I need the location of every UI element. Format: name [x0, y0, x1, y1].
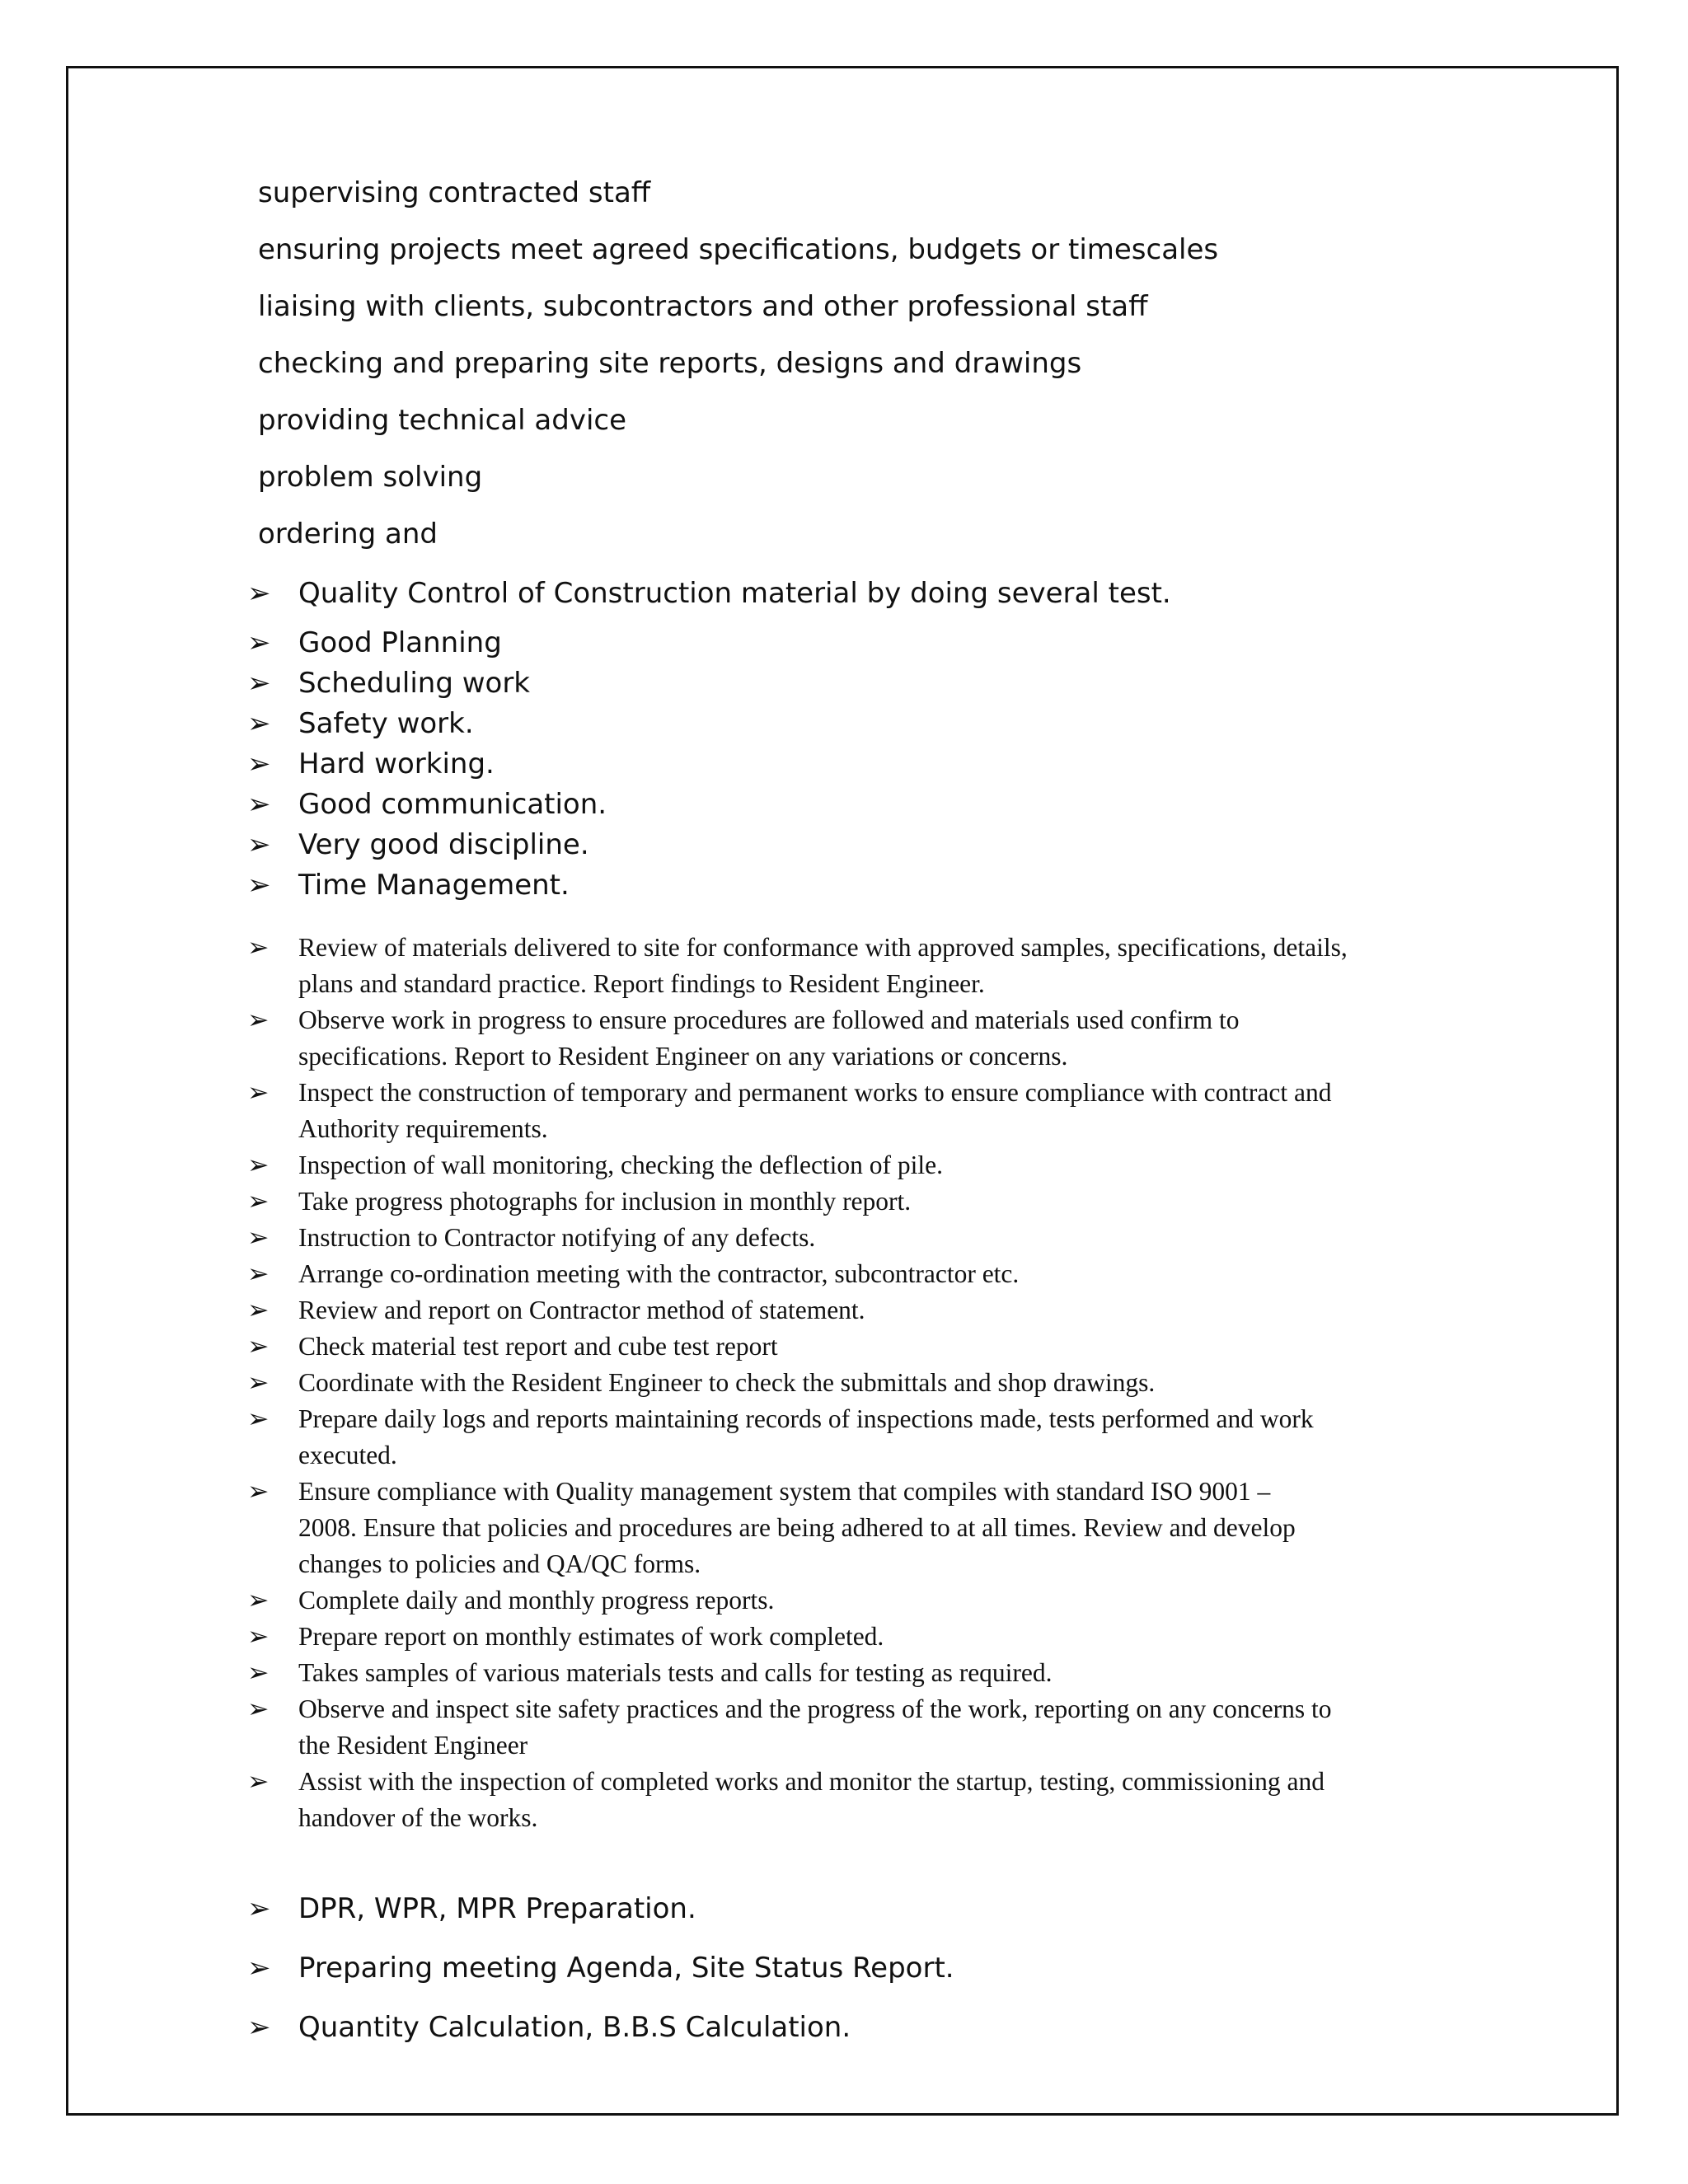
- list-item: [247, 1002, 1348, 1075]
- list-item-text: Quality Control of Construction material by doing several test.: [298, 577, 1171, 610]
- list-item: [247, 2004, 954, 2064]
- list-item: supervising contracted staff: [258, 176, 651, 209]
- list-item: [247, 1764, 1348, 1836]
- arrow-bullet-icon: ➢: [247, 1296, 270, 1324]
- arrow-bullet-icon: ➢: [247, 626, 271, 659]
- arrow-bullet-icon: ➢: [247, 1223, 270, 1252]
- list-item: [247, 1220, 1348, 1256]
- list-item: [247, 1147, 1348, 1183]
- list-item-text: DPR, WPR, MPR Preparation.: [298, 1892, 696, 1925]
- list-item: [247, 1474, 1348, 1582]
- list-item-text: Time Management.: [298, 869, 570, 902]
- list-item: [247, 569, 1171, 626]
- responsibilities-list: [258, 170, 1218, 568]
- arrow-bullet-icon: ➢: [247, 577, 271, 610]
- list-item-text: Ensure compliance with Quality management system that compiles with standard ISO 9001 – 2008. Ensure that policies and procedures are being adhered to at all times. Review and develop changes to policies and QA/QC forms.: [298, 1477, 1296, 1578]
- skills-list: [247, 623, 607, 906]
- list-item: [247, 1582, 1348, 1619]
- list-item: ordering and: [258, 518, 438, 551]
- list-item-text: Instruction to Contractor notifying of any defects.: [298, 1223, 816, 1252]
- list-item: [247, 1183, 1348, 1220]
- list-item: [247, 1256, 1348, 1292]
- list-item-text: Take progress photographs for inclusion in monthly report.: [298, 1187, 912, 1216]
- arrow-bullet-icon: ➢: [247, 1952, 271, 1985]
- arrow-bullet-icon: ➢: [247, 1622, 270, 1651]
- arrow-bullet-icon: ➢: [247, 933, 270, 962]
- arrow-bullet-icon: ➢: [247, 707, 271, 740]
- list-item-text: Observe work in progress to ensure procedures are followed and materials used confirm to specifications. Report to Resident Engineer on any variations or concerns.: [298, 1005, 1240, 1071]
- list-item-text: Takes samples of various materials tests and calls for testing as required.: [298, 1658, 1053, 1687]
- arrow-bullet-icon: ➢: [247, 1332, 270, 1361]
- arrow-bullet-icon: ➢: [247, 1151, 270, 1179]
- list-item: [247, 1619, 1348, 1655]
- list-item: [247, 1691, 1348, 1764]
- list-item: [247, 1329, 1348, 1365]
- arrow-bullet-icon: ➢: [247, 869, 271, 902]
- arrow-bullet-icon: ➢: [247, 1586, 270, 1615]
- list-item-text: Check material test report and cube test report: [298, 1332, 778, 1361]
- list-item-text: Very good discipline.: [298, 828, 589, 861]
- list-item: providing technical advice: [258, 404, 627, 437]
- list-item: checking and preparing site reports, designs and drawings: [258, 347, 1082, 380]
- list-item: [247, 1075, 1348, 1147]
- list-item: [247, 1401, 1348, 1474]
- list-item-text: Prepare report on monthly estimates of work completed.: [298, 1622, 884, 1651]
- list-item: [247, 744, 607, 785]
- list-item-text: Good communication.: [298, 788, 607, 821]
- duties-list: [247, 930, 1348, 1836]
- list-item: liaising with clients, subcontractors and other professional staff: [258, 290, 1148, 323]
- arrow-bullet-icon: ➢: [247, 1078, 270, 1107]
- list-item-text: Preparing meeting Agenda, Site Status Report.: [298, 1952, 954, 1985]
- list-item-text: Review of materials delivered to site for conformance with approved samples, specifications, details, plans and standard practice. Report findings to Resident Engineer.: [298, 933, 1348, 998]
- arrow-bullet-icon: ➢: [247, 667, 271, 700]
- arrow-bullet-icon: ➢: [247, 1658, 270, 1687]
- quality-list: [247, 569, 1171, 626]
- list-item: ensuring projects meet agreed specifications, budgets or timescales: [258, 233, 1219, 266]
- list-item-text: Quantity Calculation, B.B.S Calculation.: [298, 2011, 851, 2044]
- list-item-text: Prepare daily logs and reports maintaining records of inspections made, tests performed and work executed.: [298, 1404, 1314, 1469]
- arrow-bullet-icon: ➢: [247, 1694, 270, 1723]
- list-item-text: Inspect the construction of temporary and permanent works to ensure compliance with contract and Authority requirements.: [298, 1078, 1332, 1143]
- arrow-bullet-icon: ➢: [247, 1767, 270, 1796]
- list-item: [247, 1655, 1348, 1691]
- list-item: [247, 1292, 1348, 1329]
- list-item-text: Assist with the inspection of completed works and monitor the startup, testing, commissioning and handover of the works.: [298, 1767, 1325, 1832]
- arrow-bullet-icon: ➢: [247, 2011, 271, 2044]
- list-item: [247, 704, 607, 744]
- list-item-text: Scheduling work: [298, 667, 530, 700]
- arrow-bullet-icon: ➢: [247, 1368, 270, 1397]
- list-item-text: Review and report on Contractor method of statement.: [298, 1296, 865, 1324]
- list-item-text: Inspection of wall monitoring, checking the deflection of pile.: [298, 1151, 944, 1179]
- arrow-bullet-icon: ➢: [247, 788, 271, 821]
- list-item-text: Good Planning: [298, 626, 502, 659]
- list-item: [247, 1886, 954, 1945]
- list-item-text: Coordinate with the Resident Engineer to check the submittals and shop drawings.: [298, 1368, 1156, 1397]
- list-item: [247, 825, 607, 865]
- arrow-bullet-icon: ➢: [247, 748, 271, 780]
- arrow-bullet-icon: ➢: [247, 1404, 270, 1433]
- arrow-bullet-icon: ➢: [247, 1005, 270, 1034]
- arrow-bullet-icon: ➢: [247, 1259, 270, 1288]
- arrow-bullet-icon: ➢: [247, 1187, 270, 1216]
- list-item-text: Safety work.: [298, 707, 474, 740]
- list-item: [247, 663, 607, 704]
- list-item-text: Complete daily and monthly progress reports.: [298, 1586, 775, 1615]
- list-item-text: Observe and inspect site safety practices and the progress of the work, reporting on any concerns to the Resident Engineer: [298, 1694, 1332, 1760]
- list-item: problem solving: [258, 461, 483, 494]
- reporting-list: [247, 1886, 954, 2064]
- arrow-bullet-icon: ➢: [247, 828, 271, 861]
- arrow-bullet-icon: ➢: [247, 1477, 270, 1506]
- list-item-text: Arrange co-ordination meeting with the contractor, subcontractor etc.: [298, 1259, 1020, 1288]
- arrow-bullet-icon: ➢: [247, 1892, 271, 1925]
- list-item: [247, 1945, 954, 2004]
- list-item: [247, 785, 607, 825]
- list-item: [247, 623, 607, 663]
- list-item-text: Hard working.: [298, 748, 495, 780]
- list-item: [247, 930, 1348, 1002]
- list-item: [247, 1365, 1348, 1401]
- list-item: [247, 865, 607, 906]
